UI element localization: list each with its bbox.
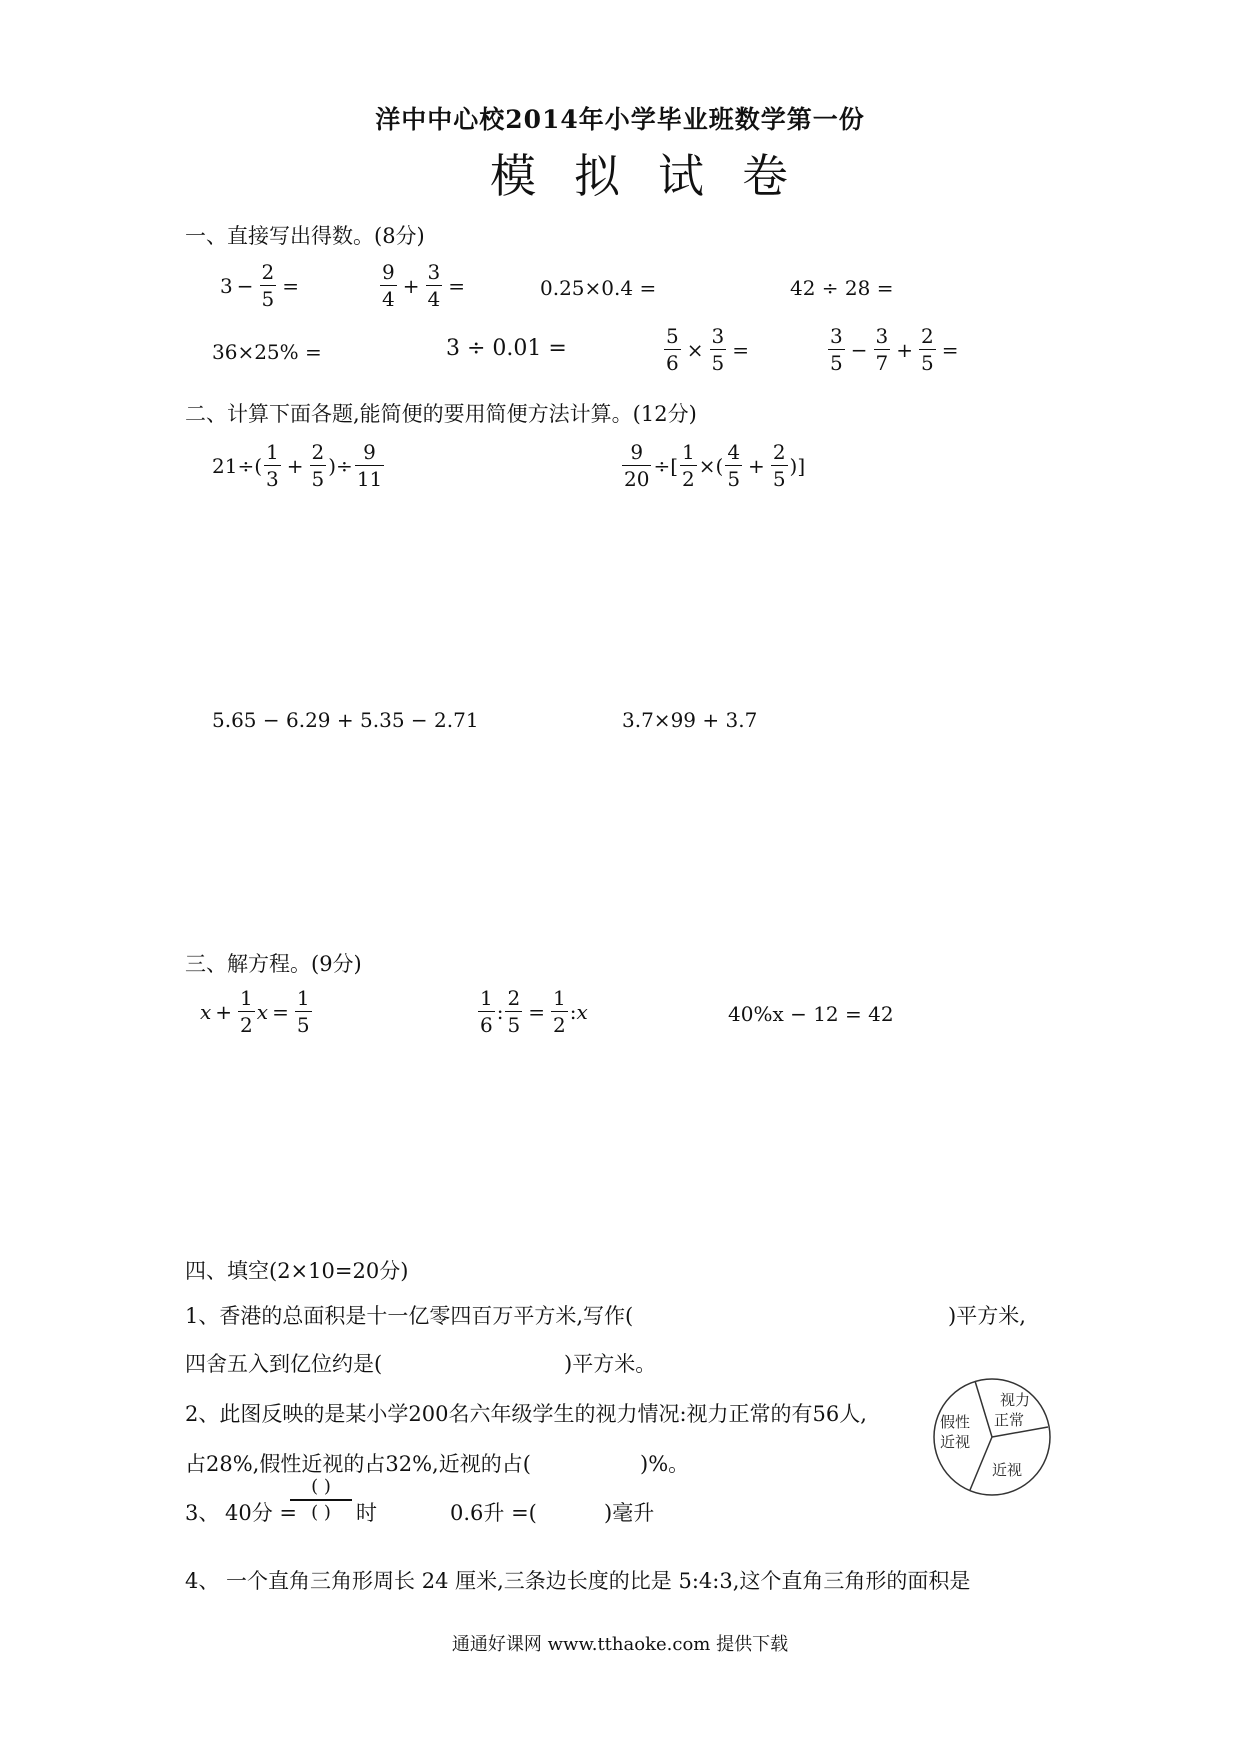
q2-line2-start: 占28%,假性近视的占32%,近视的占( <box>185 1452 531 1476</box>
section1-heading: 一、直接写出得数。(8分) <box>185 224 425 248</box>
pie-label-normal-2: 正常 <box>994 1411 1025 1429</box>
s2-problem-3: 5.65 − 6.29 + 5.35 − 2.71 <box>212 708 479 732</box>
s1-problem-8: $\frac{3}{5}$ − $\frac{3}{7}$ + $\frac{2}{5}$ = <box>830 324 959 375</box>
vision-pie-chart <box>930 1375 1055 1500</box>
s2-problem-1: 21÷( $\frac{1}{3}$ + $\frac{2}{5}$ )÷ $\frac{9}{11}$ <box>212 440 383 491</box>
pie-divider-bottom <box>970 1437 992 1490</box>
s3-problem-2: $\frac{1}{6}$ : $\frac{2}{5}$ = $\frac{1}{2}$ : x <box>480 986 588 1037</box>
q3-part-a: 40分 = <box>225 1501 297 1525</box>
q3-unit: 时 <box>356 1501 377 1525</box>
s1-problem-4: 42 ÷ 28 = <box>790 276 894 300</box>
exam-subtitle: 模拟试卷 <box>490 149 826 203</box>
section2-heading: 二、计算下面各题,能简便的要用简便方法计算。(12分) <box>185 402 697 426</box>
q3-paren-top: ( ) <box>311 1476 331 1497</box>
s2-problem-4: 3.7×99 + 3.7 <box>622 708 758 732</box>
s1-problem-5: 36×25% = <box>212 340 322 364</box>
q1-line1: 1、香港的总面积是十一亿零四百万平方米,写作( <box>185 1304 634 1328</box>
exam-title: 洋中中心校2014年小学毕业班数学第一份 <box>375 105 865 134</box>
s3-problem-3: 40%x − 12 = 42 <box>728 1002 894 1026</box>
s1-problem-1: 3 − $\frac{2}{5}$ = <box>220 260 299 311</box>
section3-heading: 三、解方程。(9分) <box>185 952 362 976</box>
q1-line2-start: 四舍五入到亿位约是( <box>185 1352 383 1376</box>
q3-paren-bottom: ( ) <box>311 1502 331 1523</box>
pie-label-myopia: 近视 <box>992 1461 1023 1479</box>
q2-line2-end: )%。 <box>640 1452 690 1476</box>
s1-problem-7: $\frac{5}{6}$ × $\frac{3}{5}$ = <box>666 324 749 375</box>
q1-line2-end: )平方米。 <box>564 1352 657 1376</box>
q1-line1-tail: )平方米, <box>948 1304 1026 1328</box>
q3-part-b: 0.6升 =( <box>450 1501 537 1525</box>
s1-problem-3: 0.25×0.4 = <box>540 276 657 300</box>
q2-line1: 2、此图反映的是某小学200名六年级学生的视力情况:视力正常的有56人, <box>185 1402 867 1426</box>
pie-divider-top <box>975 1381 992 1437</box>
q3-part-b-tail: )毫升 <box>604 1501 655 1525</box>
section4-heading: 四、填空(2×10=20分) <box>185 1259 409 1283</box>
s1-problem-2: $\frac{9}{4}$ + $\frac{3}{4}$ = <box>382 260 465 311</box>
q4-line: 4、 一个直角三角形周长 24 厘米,三条边长度的比是 5:4:3,这个直角三角形的面积是 <box>185 1569 971 1593</box>
pie-label-pseudo-2: 近视 <box>940 1433 971 1451</box>
s2-problem-2: $\frac{9}{20}$ ÷[ $\frac{1}{2}$ ×( $\frac{4}{5}$ + $\frac{2}{5}$ )] <box>624 440 806 491</box>
s3-problem-1: x + $\frac{1}{2}$ x = $\frac{1}{5}$ <box>200 986 310 1037</box>
pie-label-normal-1: 视力 <box>1000 1391 1031 1409</box>
footer-source: 通通好课网 www.tthaoke.com 提供下载 <box>451 1634 789 1655</box>
pie-label-pseudo-1: 假性 <box>940 1413 971 1431</box>
q3-fraction-blank <box>290 1478 352 1522</box>
s1-problem-6: 3 ÷ 0.01 = <box>446 336 567 361</box>
q3-label: 3、 <box>185 1501 220 1525</box>
